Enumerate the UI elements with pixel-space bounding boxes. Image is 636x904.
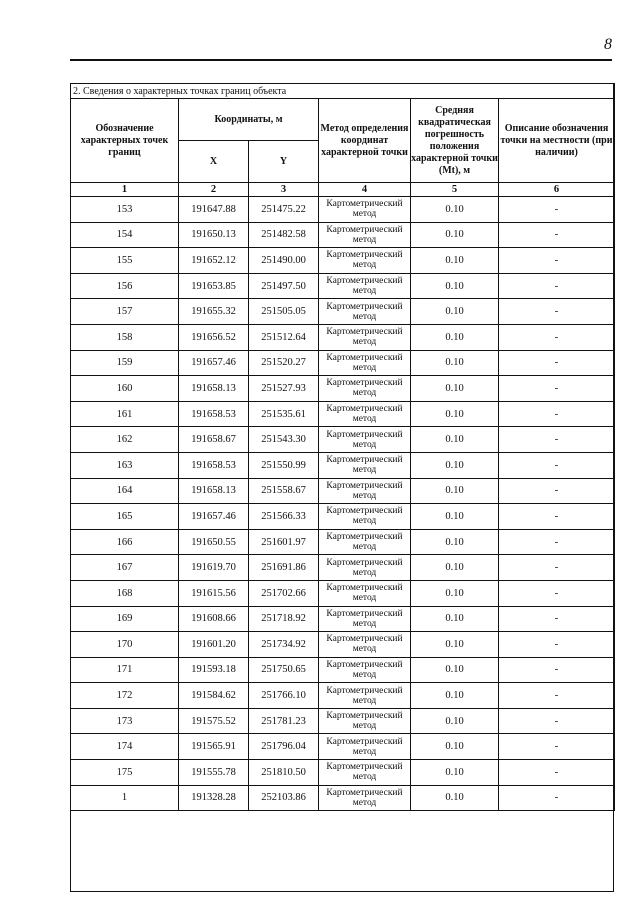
y-coordinate-cell: 251718.92 [249, 606, 319, 632]
header-error: Средняя квадратическая погрешность положения характерной точки (Mt), м [411, 99, 499, 183]
header-method: Метод определения координат характерной точки [319, 99, 411, 183]
method-cell: Картометрический метод [319, 401, 411, 427]
table-row [71, 555, 615, 581]
error-cell: 0.10 [411, 785, 499, 811]
method-cell: Картометрический метод [319, 580, 411, 606]
y-coordinate-cell: 251691.86 [249, 555, 319, 581]
description-cell: - [499, 376, 615, 402]
method-cell: Картометрический метод [319, 657, 411, 683]
table-row [71, 197, 615, 223]
method-cell: Картометрический метод [319, 555, 411, 581]
y-coordinate-cell: 251750.65 [249, 657, 319, 683]
point-cell: 155 [71, 248, 179, 274]
method-cell: Картометрический метод [319, 708, 411, 734]
table-row [71, 401, 615, 427]
method-cell: Картометрический метод [319, 504, 411, 530]
y-coordinate-cell: 251527.93 [249, 376, 319, 402]
table-row [71, 734, 615, 760]
table-row [71, 606, 615, 632]
x-coordinate-cell: 191652.12 [179, 248, 249, 274]
table-row [71, 580, 615, 606]
y-coordinate-cell: 251543.30 [249, 427, 319, 453]
description-cell: - [499, 632, 615, 658]
x-coordinate-cell: 191658.53 [179, 452, 249, 478]
y-coordinate-cell: 251497.50 [249, 273, 319, 299]
point-cell: 164 [71, 478, 179, 504]
y-coordinate-cell: 251535.61 [249, 401, 319, 427]
point-cell: 160 [71, 376, 179, 402]
method-cell: Картометрический метод [319, 376, 411, 402]
y-coordinate-cell: 251520.27 [249, 350, 319, 376]
column-number: 5 [411, 183, 499, 197]
column-number: 4 [319, 183, 411, 197]
table-row [71, 785, 615, 811]
error-cell: 0.10 [411, 452, 499, 478]
point-cell: 158 [71, 324, 179, 350]
header-x: X [179, 141, 249, 183]
y-coordinate-cell: 252103.86 [249, 785, 319, 811]
description-cell: - [499, 248, 615, 274]
method-cell: Картометрический метод [319, 683, 411, 709]
x-coordinate-cell: 191658.13 [179, 478, 249, 504]
description-cell: - [499, 606, 615, 632]
error-cell: 0.10 [411, 222, 499, 248]
header-description: Описание обозначения точки на местности (при наличии) [499, 99, 615, 183]
description-cell: - [499, 504, 615, 530]
point-cell: 163 [71, 452, 179, 478]
table-row [71, 760, 615, 786]
point-cell: 165 [71, 504, 179, 530]
table-row [71, 632, 615, 658]
error-cell: 0.10 [411, 324, 499, 350]
table-row [71, 222, 615, 248]
y-coordinate-cell: 251566.33 [249, 504, 319, 530]
method-cell: Картометрический метод [319, 785, 411, 811]
method-cell: Картометрический метод [319, 324, 411, 350]
x-coordinate-cell: 191565.91 [179, 734, 249, 760]
method-cell: Картометрический метод [319, 478, 411, 504]
description-cell: - [499, 222, 615, 248]
table-row [71, 708, 615, 734]
description-cell: - [499, 401, 615, 427]
table-row [71, 376, 615, 402]
description-cell: - [499, 452, 615, 478]
description-cell: - [499, 427, 615, 453]
description-cell: - [499, 760, 615, 786]
section-title-row [71, 84, 615, 99]
y-coordinate-cell: 251601.97 [249, 529, 319, 555]
method-cell: Картометрический метод [319, 529, 411, 555]
column-number: 2 [179, 183, 249, 197]
x-coordinate-cell: 191615.56 [179, 580, 249, 606]
y-coordinate-cell: 251734.92 [249, 632, 319, 658]
column-number-row [71, 183, 615, 197]
y-coordinate-cell: 251550.99 [249, 452, 319, 478]
y-coordinate-cell: 251512.64 [249, 324, 319, 350]
header-y: Y [249, 141, 319, 183]
description-cell: - [499, 324, 615, 350]
description-cell: - [499, 580, 615, 606]
x-coordinate-cell: 191658.13 [179, 376, 249, 402]
y-coordinate-cell: 251766.10 [249, 683, 319, 709]
point-cell: 173 [71, 708, 179, 734]
x-coordinate-cell: 191555.78 [179, 760, 249, 786]
error-cell: 0.10 [411, 734, 499, 760]
error-cell: 0.10 [411, 683, 499, 709]
error-cell: 0.10 [411, 657, 499, 683]
table-row [71, 478, 615, 504]
header-row [71, 99, 615, 141]
description-cell: - [499, 785, 615, 811]
y-coordinate-cell: 251702.66 [249, 580, 319, 606]
description-cell: - [499, 273, 615, 299]
column-number: 1 [71, 183, 179, 197]
error-cell: 0.10 [411, 299, 499, 325]
error-cell: 0.10 [411, 529, 499, 555]
point-cell: 161 [71, 401, 179, 427]
column-number: 6 [499, 183, 615, 197]
error-cell: 0.10 [411, 632, 499, 658]
method-cell: Картометрический метод [319, 734, 411, 760]
x-coordinate-cell: 191656.52 [179, 324, 249, 350]
error-cell: 0.10 [411, 197, 499, 223]
method-cell: Картометрический метод [319, 248, 411, 274]
y-coordinate-cell: 251490.00 [249, 248, 319, 274]
x-coordinate-cell: 191575.52 [179, 708, 249, 734]
error-cell: 0.10 [411, 478, 499, 504]
method-cell: Картометрический метод [319, 197, 411, 223]
boundary-points-table [70, 83, 615, 811]
point-cell: 162 [71, 427, 179, 453]
x-coordinate-cell: 191657.46 [179, 350, 249, 376]
error-cell: 0.10 [411, 606, 499, 632]
description-cell: - [499, 350, 615, 376]
point-cell: 1 [71, 785, 179, 811]
description-cell: - [499, 657, 615, 683]
method-cell: Картометрический метод [319, 632, 411, 658]
x-coordinate-cell: 191655.32 [179, 299, 249, 325]
point-cell: 157 [71, 299, 179, 325]
header-designation: Обозначение характерных точек границ [71, 99, 179, 183]
x-coordinate-cell: 191653.85 [179, 273, 249, 299]
table-row [71, 529, 615, 555]
x-coordinate-cell: 191328.28 [179, 785, 249, 811]
x-coordinate-cell: 191650.55 [179, 529, 249, 555]
description-cell: - [499, 299, 615, 325]
table-row [71, 504, 615, 530]
table-row [71, 452, 615, 478]
method-cell: Картометрический метод [319, 606, 411, 632]
x-coordinate-cell: 191601.20 [179, 632, 249, 658]
x-coordinate-cell: 191658.53 [179, 401, 249, 427]
point-cell: 171 [71, 657, 179, 683]
table-row [71, 248, 615, 274]
x-coordinate-cell: 191658.67 [179, 427, 249, 453]
description-cell: - [499, 555, 615, 581]
x-coordinate-cell: 191619.70 [179, 555, 249, 581]
y-coordinate-cell: 251810.50 [249, 760, 319, 786]
table-row [71, 427, 615, 453]
table-row [71, 324, 615, 350]
x-coordinate-cell: 191608.66 [179, 606, 249, 632]
error-cell: 0.10 [411, 504, 499, 530]
point-cell: 168 [71, 580, 179, 606]
x-coordinate-cell: 191650.13 [179, 222, 249, 248]
point-cell: 154 [71, 222, 179, 248]
y-coordinate-cell: 251781.23 [249, 708, 319, 734]
error-cell: 0.10 [411, 350, 499, 376]
table-row [71, 299, 615, 325]
x-coordinate-cell: 191584.62 [179, 683, 249, 709]
method-cell: Картометрический метод [319, 427, 411, 453]
error-cell: 0.10 [411, 555, 499, 581]
point-cell: 156 [71, 273, 179, 299]
y-coordinate-cell: 251505.05 [249, 299, 319, 325]
x-coordinate-cell: 191593.18 [179, 657, 249, 683]
description-cell: - [499, 197, 615, 223]
method-cell: Картометрический метод [319, 222, 411, 248]
error-cell: 0.10 [411, 760, 499, 786]
table-body [71, 197, 615, 811]
method-cell: Картометрический метод [319, 452, 411, 478]
point-cell: 153 [71, 197, 179, 223]
table-row [71, 273, 615, 299]
method-cell: Картометрический метод [319, 350, 411, 376]
method-cell: Картометрический метод [319, 299, 411, 325]
table-row [71, 683, 615, 709]
error-cell: 0.10 [411, 580, 499, 606]
description-cell: - [499, 708, 615, 734]
point-cell: 174 [71, 734, 179, 760]
description-cell: - [499, 683, 615, 709]
error-cell: 0.10 [411, 708, 499, 734]
error-cell: 0.10 [411, 273, 499, 299]
error-cell: 0.10 [411, 248, 499, 274]
point-cell: 159 [71, 350, 179, 376]
error-cell: 0.10 [411, 427, 499, 453]
table-row [71, 657, 615, 683]
description-cell: - [499, 734, 615, 760]
section-title: 2. Сведения о характерных точках границ объекта [71, 84, 615, 99]
header-rule [70, 59, 612, 61]
y-coordinate-cell: 251558.67 [249, 478, 319, 504]
error-cell: 0.10 [411, 376, 499, 402]
method-cell: Картометрический метод [319, 760, 411, 786]
x-coordinate-cell: 191657.46 [179, 504, 249, 530]
point-cell: 175 [71, 760, 179, 786]
description-cell: - [499, 529, 615, 555]
point-cell: 166 [71, 529, 179, 555]
point-cell: 169 [71, 606, 179, 632]
y-coordinate-cell: 251475.22 [249, 197, 319, 223]
method-cell: Картометрический метод [319, 273, 411, 299]
description-cell: - [499, 478, 615, 504]
page-number: 8 [604, 36, 612, 53]
table-row [71, 350, 615, 376]
point-cell: 167 [71, 555, 179, 581]
x-coordinate-cell: 191647.88 [179, 197, 249, 223]
y-coordinate-cell: 251482.58 [249, 222, 319, 248]
error-cell: 0.10 [411, 401, 499, 427]
point-cell: 170 [71, 632, 179, 658]
column-number: 3 [249, 183, 319, 197]
point-cell: 172 [71, 683, 179, 709]
header-coordinates: Координаты, м [179, 99, 319, 141]
y-coordinate-cell: 251796.04 [249, 734, 319, 760]
